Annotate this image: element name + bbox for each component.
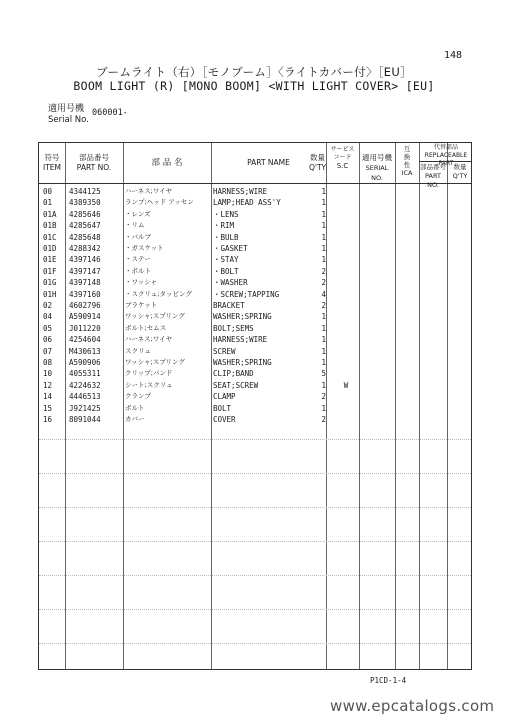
row-part-name: SCREW	[213, 346, 236, 356]
row-qty: 5	[321, 369, 326, 379]
row-part-no: 4397147	[69, 266, 101, 276]
header-ica: 互換性 ICA	[401, 145, 413, 177]
row-name-jp: ハーネス;ワイヤ	[125, 335, 173, 344]
row-name-jp: ボルト;セムス	[125, 323, 167, 332]
row-item: 10	[43, 369, 53, 379]
table-row	[39, 368, 471, 379]
row-qty: 1	[321, 198, 326, 208]
table-row	[39, 414, 471, 425]
row-name-jp: カバー	[125, 415, 145, 423]
row-part-name: LAMP;HEAD ASS'Y	[213, 198, 281, 208]
table-row	[39, 380, 471, 391]
row-qty: 1	[321, 403, 326, 413]
table-row	[39, 391, 471, 402]
row-part-name: SEAT;SCREW	[213, 380, 259, 390]
header-part-name: PART NAME	[247, 158, 290, 167]
row-part-no: 4397160	[69, 289, 101, 299]
table-row	[39, 232, 471, 243]
row-qty: 1	[321, 221, 326, 231]
header-serial: 適用号機 SERIAL NO.	[362, 153, 392, 182]
row-part-no: 4224632	[69, 380, 101, 390]
row-part-name: HARNESS;WIRE	[213, 335, 268, 345]
row-qty: 1	[321, 335, 326, 345]
row-part-no: J011220	[69, 323, 101, 333]
row-item: 00	[43, 187, 53, 196]
page-number: 148	[444, 50, 463, 61]
row-qty: 1	[321, 244, 326, 253]
row-name-jp: ボルト	[125, 403, 145, 412]
row-name-jp: ブラケット	[125, 301, 158, 309]
table-row	[39, 254, 471, 265]
row-part-no: 4344125	[69, 187, 101, 196]
row-item: 15	[43, 403, 53, 413]
row-part-name: ・WASHER	[213, 278, 248, 288]
row-item: 02	[43, 301, 53, 310]
row-part-no: 4397148	[69, 278, 101, 288]
row-part-name: ・RIM	[213, 221, 235, 231]
table-row	[39, 357, 471, 368]
row-qty: 2	[321, 301, 326, 310]
row-name-jp: ・レンズ	[125, 209, 151, 218]
serial-label-japanese: 適用号機	[48, 104, 85, 114]
row-item: 01H	[43, 289, 57, 299]
header-service-code: サービスコード S.C	[330, 146, 355, 170]
header-part-no: 部品番号 PART NO.	[76, 153, 112, 172]
row-part-no: 4285646	[69, 209, 101, 219]
row-service-code: W	[343, 380, 349, 390]
table-row	[39, 209, 471, 220]
table-row	[39, 197, 471, 208]
table-row	[39, 186, 471, 197]
row-part-name: ・LENS	[213, 209, 239, 219]
row-name-jp: ハーネス;ワイヤ	[125, 187, 173, 195]
row-part-no: J921425	[69, 403, 101, 413]
row-name-jp: クリップ;バンド	[125, 369, 173, 378]
row-name-jp: ・ワッシャ	[125, 278, 158, 287]
row-qty: 1	[321, 209, 326, 219]
row-part-no: 4446513	[69, 392, 101, 402]
table-row	[39, 277, 471, 288]
row-name-jp: ランプ;ヘッド アッセン	[125, 198, 194, 207]
row-part-name: COVER	[213, 415, 236, 424]
row-qty: 1	[321, 312, 326, 322]
row-qty: 1	[321, 380, 326, 390]
row-part-no: 8091044	[69, 415, 101, 424]
row-part-name: WASHER;SPRING	[213, 312, 272, 322]
row-part-no: 4602796	[69, 301, 101, 310]
row-part-name: ・STAY	[213, 255, 239, 265]
row-part-name: BOLT;SEMS	[213, 323, 254, 333]
row-item: 01A	[43, 209, 57, 219]
table-row	[39, 220, 471, 231]
row-item: 01B	[43, 221, 57, 231]
header-qty: 数量 Q'TY	[309, 153, 327, 172]
row-item: 06	[43, 335, 53, 345]
table-row	[39, 403, 471, 414]
row-item: 16	[43, 415, 53, 424]
row-qty: 2	[321, 392, 326, 402]
row-item: 01	[43, 198, 53, 208]
row-part-name: WASHER;SPRING	[213, 358, 272, 367]
row-part-name: CLAMP	[213, 392, 236, 402]
serial-label-english: Serial No.	[48, 115, 89, 125]
row-part-name: CLIP;BAND	[213, 369, 254, 379]
row-qty: 1	[321, 255, 326, 265]
title-english: BOOM LIGHT (R) [MONO BOOM] <WITH LIGHT COVER> [EU]	[73, 79, 435, 93]
row-part-name: ・BULB	[213, 232, 239, 242]
row-part-no: 4055311	[69, 369, 101, 379]
row-item: 01C	[43, 232, 57, 242]
row-part-no: M430613	[69, 346, 101, 356]
row-item: 01E	[43, 255, 57, 265]
row-item: 01F	[43, 266, 57, 276]
row-qty: 4	[321, 289, 326, 299]
row-qty: 1	[321, 323, 326, 333]
row-name-jp: ・スクリュ;タッピング	[125, 289, 192, 298]
row-part-name: ・SCREW;TAPPING	[213, 289, 280, 299]
table-row	[39, 346, 471, 357]
row-part-no: 4397146	[69, 255, 101, 265]
row-name-jp: シート;スクリュ	[125, 380, 173, 389]
table-row	[39, 311, 471, 322]
header-item: 符号 ITEM	[42, 153, 61, 172]
row-name-jp: ・リム	[125, 221, 145, 230]
header-rep-qty: 数量 Q'TY	[452, 163, 468, 180]
serial-value: 060001-	[92, 108, 128, 118]
row-qty: 2	[321, 278, 326, 288]
header-rep-part-no: 部品番号 PART NO.	[420, 163, 446, 189]
table-row	[39, 266, 471, 277]
row-name-jp: ワッシャ;スプリング	[125, 358, 185, 366]
row-item: 14	[43, 392, 53, 402]
row-part-no: 4285648	[69, 232, 101, 242]
row-part-no: A590906	[69, 358, 101, 367]
row-name-jp: ワッシャ;スプリング	[125, 312, 185, 321]
parts-table	[38, 142, 472, 670]
row-part-name: ・GASKET	[213, 244, 248, 253]
row-qty: 1	[321, 187, 326, 196]
row-item: 01D	[43, 244, 57, 253]
row-name-jp: ・ガスケット	[125, 244, 164, 252]
row-part-no: 4288342	[69, 244, 101, 253]
table-row	[39, 334, 471, 345]
row-name-jp: クランプ	[125, 392, 151, 401]
row-name-jp: スクリュ	[125, 346, 151, 355]
row-part-no: A590914	[69, 312, 101, 322]
table-row	[39, 243, 471, 254]
header-replaceable: 代替部品 REPLACEABLE PART	[424, 144, 468, 167]
title-japanese: ブームライト（右）［モノブーム］〈ライトカバー付〉［EU］	[96, 65, 412, 79]
row-part-no: 4285647	[69, 221, 101, 231]
row-item: 08	[43, 358, 53, 367]
table-row	[39, 289, 471, 300]
header-name-jp: 部 品 名	[151, 158, 183, 168]
row-item: 12	[43, 380, 53, 390]
row-name-jp: ・ステー	[125, 255, 151, 264]
row-part-no: 4254604	[69, 335, 101, 345]
row-name-jp: ・ボルト	[125, 266, 151, 275]
row-part-name: HARNESS;WIRE	[213, 187, 268, 196]
row-qty: 1	[321, 232, 326, 242]
row-qty: 2	[321, 266, 326, 276]
row-part-name: BOLT	[213, 403, 232, 413]
row-qty: 2	[321, 415, 326, 424]
table-row	[39, 300, 471, 311]
row-name-jp: ・バルブ	[125, 232, 151, 241]
watermark: www.epcatalogs.com	[330, 697, 495, 715]
row-item: 07	[43, 346, 53, 356]
table-row	[39, 323, 471, 334]
row-item: 05	[43, 323, 53, 333]
row-part-name: ・BOLT	[213, 266, 239, 276]
row-qty: 1	[321, 358, 326, 367]
row-part-no: 4389350	[69, 198, 101, 208]
row-part-name: BRACKET	[213, 301, 245, 310]
row-item: 04	[43, 312, 53, 322]
row-item: 01G	[43, 278, 57, 288]
footer-code: P1CD-1-4	[370, 676, 407, 685]
row-qty: 1	[321, 346, 326, 356]
